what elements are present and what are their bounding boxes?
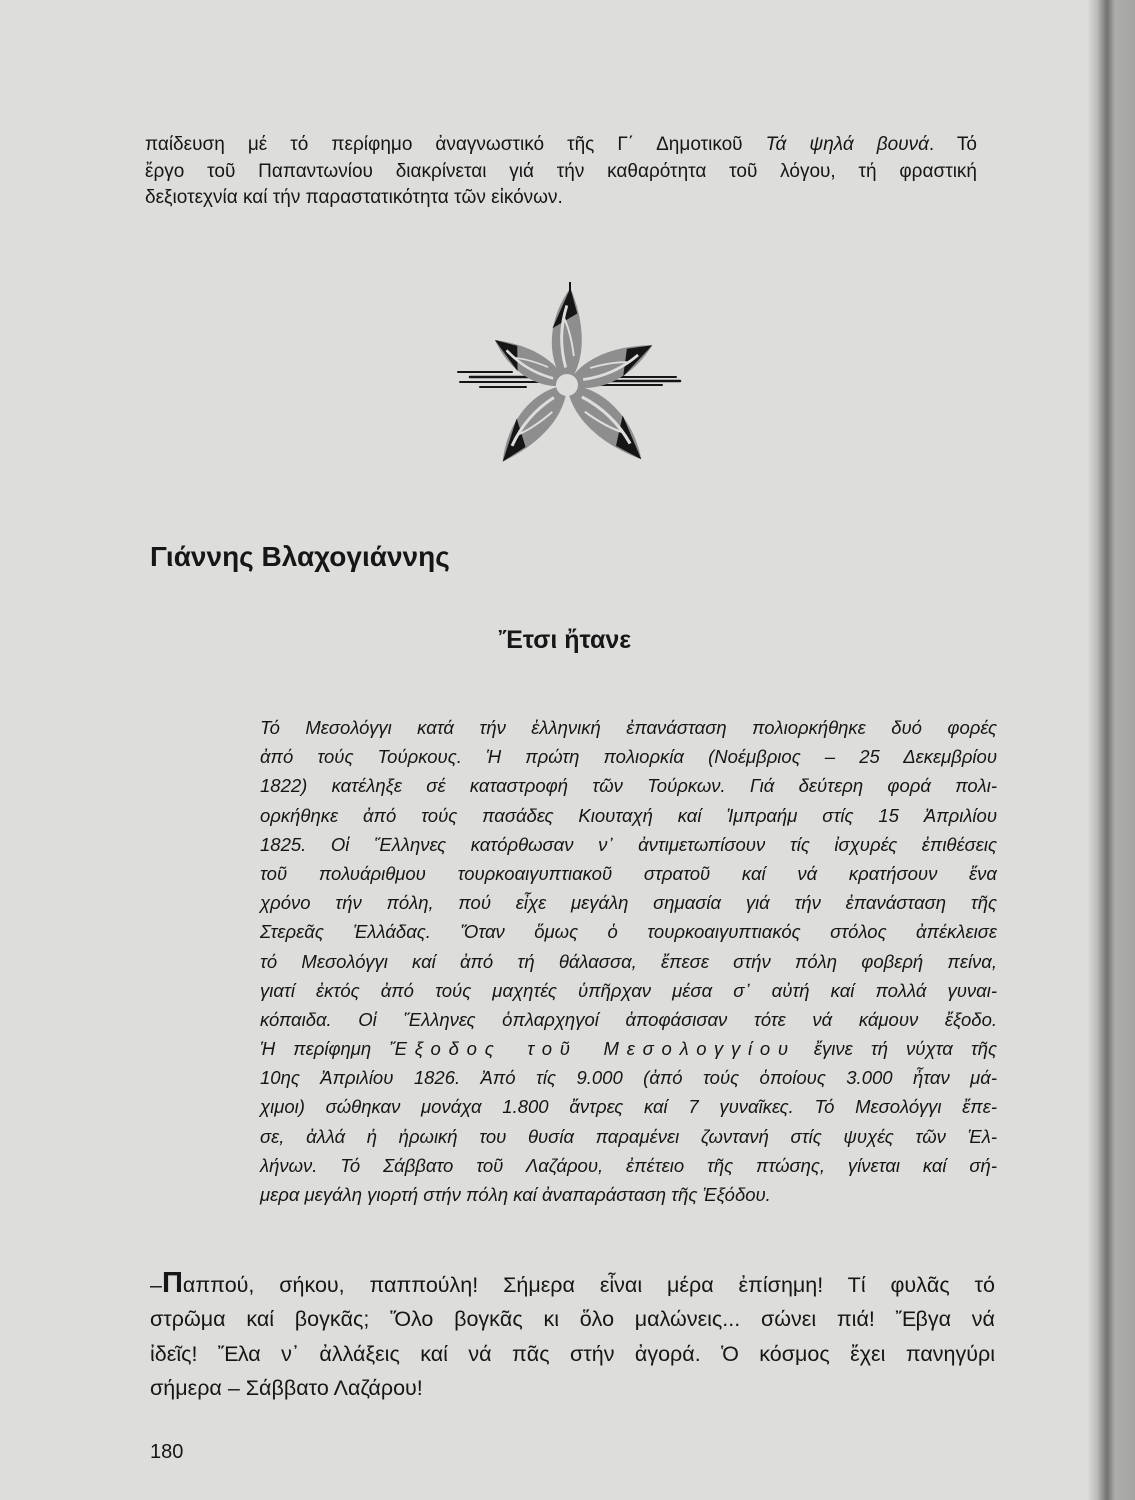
author-name-heading: Γιάννης Βλαχογιάννης [150,541,450,572]
text-span: Ἡ περίφημη [260,1038,372,1060]
introduction-paragraph [260,713,997,1209]
text-line: σε, ἀλλά ἡ ἡρωική του θυσία παραμένει ζωντανή στίς ψυχές τῶν Ἑλ- [260,1125,997,1147]
text-line: κόπαιδα. Οἱ Ἕλληνες ὁπλαρχηγοί ἀποφάσισαν τότε νά κάμουν ἔξοδο. [260,1008,997,1030]
text-line: ορκήθηκε ἀπό τούς πασάδες Κιουταχή καί Ἰμπραήμ στίς 15 Ἀπριλίου [260,804,997,826]
text-line: 1822) κατέληξε σέ καταστροφή τῶν Τούρκων. Γιά δεύτερη φορά πολι- [260,775,997,797]
preceding-paragraph [145,132,977,212]
text-line: σήμερα – Σάββατο Λαζάρου! [150,1375,423,1400]
text-line [150,1268,995,1302]
text-line: γιατί ἐκτός ἀπό τούς μαχητές ὑπῆρχαν μέσα σ᾽ αὐτή καί πολλά γυναι- [260,979,997,1001]
page-gutter-shadow [1087,0,1135,1500]
story-paragraph [150,1268,995,1405]
page-number: 180 [150,1441,184,1463]
text-line: στρῶμα καί βογκᾶς; Ὅλο βογκᾶς κι ὅλο μαλώνεις... σώνει πιά! Ἔβγα νά [150,1307,995,1332]
text-line: 10ης Ἀπριλίου 1826. Ἀπό τίς 9.000 (ἀπό τούς ὁποίους 3.000 ἦταν μά- [260,1067,997,1089]
text-line: χιμοι) σώθηκαν μονάχα 1.800 ἄντρες καί 7 γυναῖκες. Τό Μεσολόγγι ἔπε- [260,1096,997,1118]
text-line [145,132,977,159]
text-line: χρόνο τήν πόλη, πού εἶχε μεγάλη σημασία γιά τήν ἐπανάσταση τῆς [260,892,997,914]
text-line: 1825. Οἱ Ἕλληνες κατόρθωσαν ν᾽ ἀντιμετωπίσουν τίς ἰσχυρές ἐπιθέσεις [260,833,997,855]
spaced-emphasis: Ἔξοδος τοῦ Μεσολογγίου [389,1038,796,1060]
text-line: τό Μεσολόγγι καί ἀπό τή θάλασσα, ἔπεσε στήν πόλη φοβερή πείνα, [260,950,997,972]
text-span: αππού, σήκου, παππούλη! Σήμερα εἶναι μέρα ἐπίσημη! Τί φυλᾶς τό [182,1273,995,1297]
text-span: . Τό [928,134,977,155]
text-line: Στερεᾶς Ἑλλάδας. Ὅταν ὅμως ὁ τουρκοαιγυπτιακός στόλος ἀπέκλεισε [260,921,997,943]
ornament-center [556,374,578,396]
text-line: Τό Μεσολόγγι κατά τήν ἑλληνική ἐπανάσταση πολιορκήθηκε δυό φορές [260,717,997,738]
dialogue-dash: – [150,1273,162,1297]
text-line: ἀπό τούς Τούρκους. Ἡ πρώτη πολιορκία (Νοέμβριος – 25 Δεκεμβρίου [260,746,997,768]
flower-ornament-icon [440,280,700,475]
text-span: ἔγινε τή νύχτα τῆς [813,1038,998,1060]
text-line: δεξιοτεχνία καί τήν παραστατικότητα τῶν εἰκόνων. [145,187,563,208]
text-line: ἰδεῖς! Ἔλα ν᾽ ἀλλάξεις καί νά πᾶς στήν ἀγορά. Ὁ κόσμος ἔχει πανηγύρι [150,1341,995,1366]
text-span: παίδευση μέ τό περίφημο ἀναγνωστικό τῆς Γ΄ Δημοτικοῦ [145,134,743,155]
text-line: μερα μεγάλη γιορτή στήν πόλη καί ἀναπαράσταση τῆς Ἐξόδου. [260,1184,771,1205]
text-line [260,1034,997,1063]
text-line: ἔργο τοῦ Παπαντωνίου διακρίνεται γιά τήν καθαρότητα τοῦ λόγου, τή φραστική [145,160,977,182]
story-title: Ἔτσι ἤτανε [498,626,632,654]
initial-letter: Π [161,1267,183,1299]
book-title-italic: Τά ψηλά βουνά [765,134,929,155]
text-line: λήνων. Τό Σάββατο τοῦ Λαζάρου, ἐπέτειο τῆς πτώσης, γίνεται καί σή- [260,1154,997,1176]
text-line: τοῦ πολυάριθμου τουρκοαιγυπτιακοῦ στρατοῦ καί νά κρατήσουν ἕνα [260,862,997,884]
